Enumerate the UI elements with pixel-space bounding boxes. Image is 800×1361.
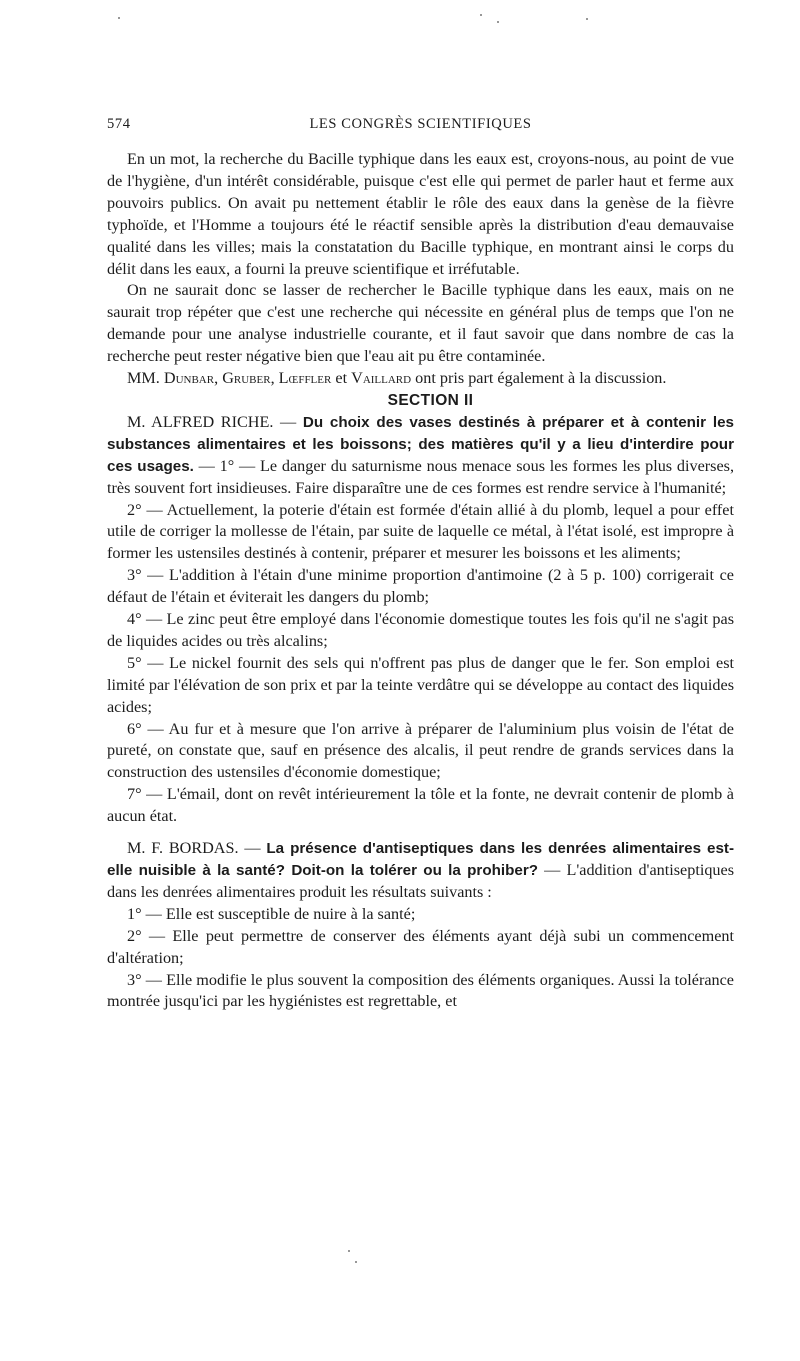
list-item: 2° — Elle peut permettre de conserver des éléments ayant déjà subi un commencement d'altération; bbox=[107, 926, 734, 967]
list-item: 2° — Actuellement, la poterie d'étain est formée d'étain allié à du plomb, lequel a pour effet utile de corriger la mollesse de l'étain, par suite de laquelle ce métal, à l'état isolé, est impropre à former les ustensiles destinés à contenir, préparer et mesurer les boissons et les aliments; bbox=[107, 500, 734, 563]
title-riche: Du choix des vases destinés à préparer et à contenir les substances alimentaires et les boissons; des matières qu'il y a lieu d'interdire pour ces usages. bbox=[107, 413, 734, 475]
running-title: LES CONGRÈS SCIENTIFIQUES bbox=[309, 116, 532, 132]
list-item: 3° — Elle modifie le plus souvent la composition des éléments organiques. Aussi la tolérance montrée jusqu'ici par les hygiénistes est regrettable, et bbox=[107, 970, 734, 1011]
text-riche: — 1° — Le danger du saturnisme nous menace sous les formes les plus diverses, très souvent fort insidieuses. Faire disparaître une de ces formes est rendre service à l'humanité; bbox=[107, 456, 734, 497]
name-loeffler: Lœffler bbox=[278, 369, 332, 388]
paragraph: En un mot, la recherche du Bacille typhique dans les eaux est, croyons-nous, au point de vue de l'hygiène, d'un intérêt considérable, puisque c'est elle qui permet de parler haut et ferme aux pouvoirs publics. On avait pu nettement établir le rôle des eaux dans la genèse de la fièvre typhoïde, et l'Homme a toujours été le réactif sensible après la distribution d'eau demauvaise qualité dans les villes; mais la constatation du Bacille typhique, en montrant ainsi le corps du délit dans les eaux, a fourni la preuve scientifique et irréfutable. bbox=[107, 150, 734, 278]
paragraph-participants bbox=[107, 368, 734, 390]
list-item: 6° — Au fur et à mesure que l'on arrive à préparer de l'aluminium plus voisin de l'état de pureté, on constate que, sauf en présence des alcalis, il peut rendre de grands services dans la construction des ustensiles d'économie domestique; bbox=[107, 719, 734, 782]
section-heading: SECTION II bbox=[387, 391, 474, 409]
speaker-bordas: M. F. BORDAS. — bbox=[127, 839, 267, 858]
participants-prefix: MM. bbox=[127, 369, 164, 388]
list-item: 4° — Le zinc peut être employé dans l'économie domestique toutes les fois qu'il ne s'agit pas de liquides acides ou très alcalins; bbox=[107, 610, 734, 650]
page-number: 574 bbox=[107, 116, 131, 132]
separator: et bbox=[331, 369, 352, 388]
body-text bbox=[107, 149, 734, 1013]
paragraph: On ne saurait donc se lasser de rechercher le Bacille typhique dans les eaux, mais on ne saurait trop répéter que c'est une recherche qui nécessite en général plus de temps que l'on ne demande pour une analyse industrielle courante, et il faut savoir que dans nombre de cas la recherche peut rester négative bien que l'eau ait pu être contaminée. bbox=[107, 281, 734, 366]
paragraph-riche bbox=[107, 412, 734, 500]
participants-rest: ont pris part également à la discussion. bbox=[411, 369, 667, 388]
name-vaillard: Vaillard bbox=[351, 369, 412, 388]
list-item: 7° — L'émail, dont on revêt intérieurement la tôle et la fonte, ne devrait contenir de plomb à aucun état. bbox=[107, 785, 734, 826]
list-item: 1° — Elle est susceptible de nuire à la santé; bbox=[127, 904, 416, 923]
text-bordas: — L'addition d'antiseptiques dans les denrées alimentaires produit les résultats suivants : bbox=[107, 861, 734, 901]
name-gruber: Gruber bbox=[222, 369, 271, 388]
list-item: 3° — L'addition à l'étain d'une minime proportion d'antimoine (2 à 5 p. 100) corrigerait ce défaut de l'étain et éviterait les dangers du plomb; bbox=[107, 566, 734, 607]
list-item: 5° — Le nickel fournit des sels qui n'offrent pas plus de danger que le fer. Son emploi est limité par l'élévation de son prix et par la teinte verdâtre qui se développe au contact des liquides acides; bbox=[107, 653, 734, 716]
speaker-riche: M. ALFRED RICHE. — bbox=[127, 412, 303, 431]
paragraph-gap bbox=[107, 828, 734, 838]
separator: , bbox=[214, 369, 223, 388]
title-bordas: La présence d'antiseptiques dans les denrées alimentaires est-elle nuisible à la santé? Doit-on la tolérer ou la prohiber? bbox=[107, 840, 735, 879]
name-dunbar: Dunbar bbox=[163, 369, 215, 388]
paragraph-bordas bbox=[107, 838, 734, 904]
separator: , bbox=[270, 369, 279, 388]
running-header bbox=[107, 116, 734, 136]
